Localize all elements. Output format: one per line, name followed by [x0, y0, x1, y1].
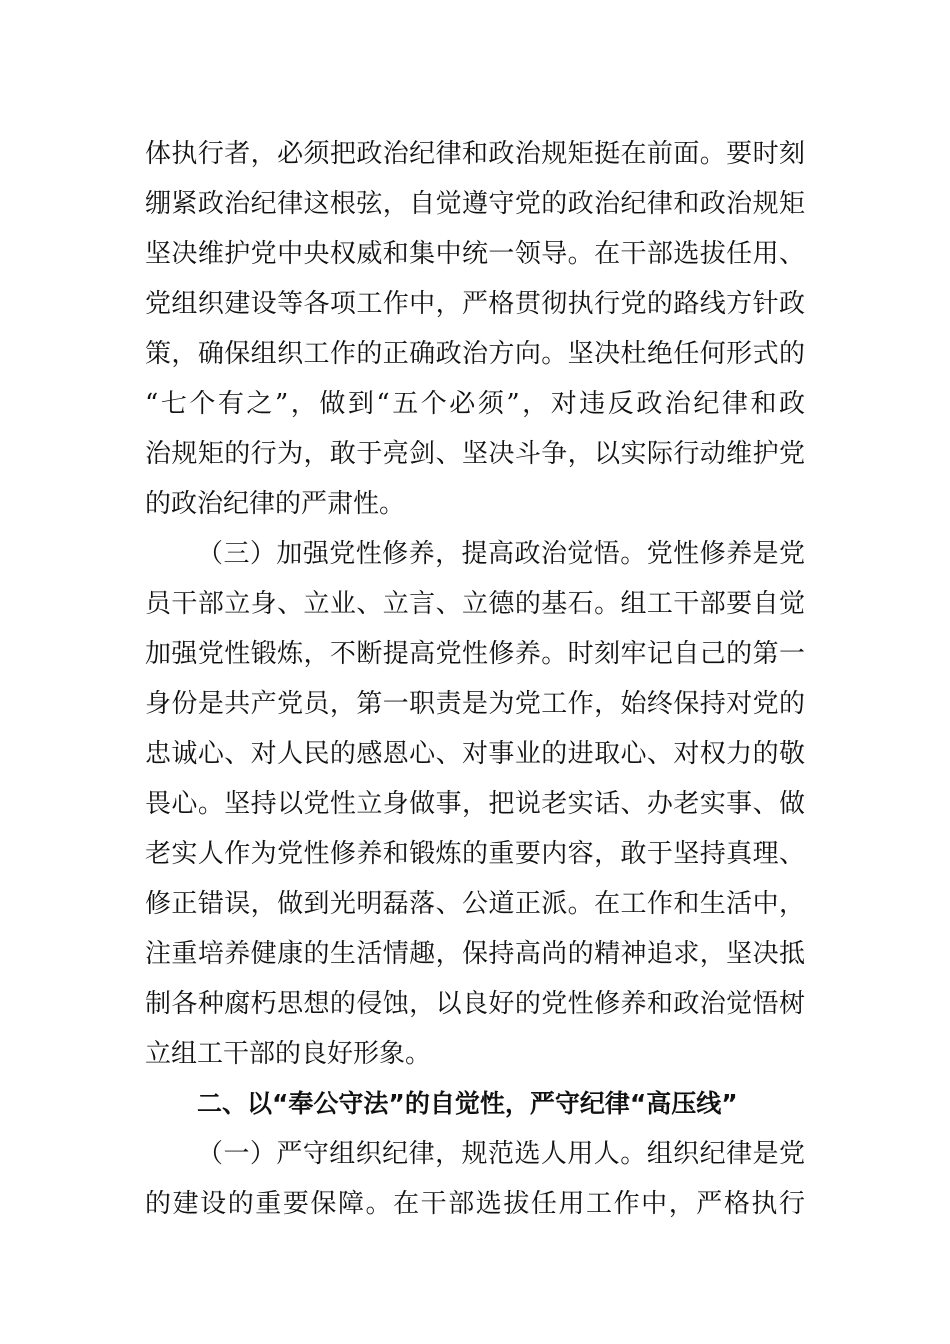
text-line: （一）严守组织纪律，规范选人用人。组织纪律是党	[197, 1139, 805, 1169]
text-line: 治规矩的行为，敢于亮剑、坚决斗争，以实际行动维护党	[145, 439, 805, 469]
text-line: 身份是共产党员，第一职责是为党工作，始终保持对党的	[145, 689, 805, 719]
text-line: 畏心。坚持以党性立身做事，把说老实话、办老实事、做	[145, 789, 805, 819]
text-line: 修正错误，做到光明磊落、公道正派。在工作和生活中，	[145, 889, 805, 919]
text-line: 的建设的重要保障。在干部选拔任用工作中，严格执行	[145, 1189, 805, 1219]
text-line: 注重培养健康的生活情趣，保持高尚的精神追求，坚决抵	[145, 939, 805, 969]
text-line: 坚决维护党中央权威和集中统一领导。在干部选拔任用、	[145, 239, 805, 269]
text-line: 老实人作为党性修养和锻炼的重要内容，敢于坚持真理、	[145, 839, 805, 869]
text-line: 策，确保组织工作的正确政治方向。坚决杜绝任何形式的	[145, 339, 805, 369]
text-line: 加强党性锻炼，不断提高党性修养。时刻牢记自己的第一	[145, 639, 805, 669]
text-line: 的政治纪律的严肃性。	[145, 489, 406, 519]
text-line: “七个有之”，做到“五个必须”，对违反政治纪律和政	[145, 389, 805, 419]
text-line: 立组工干部的良好形象。	[145, 1039, 432, 1069]
text-line: 忠诚心、对人民的感恩心、对事业的进取心、对权力的敬	[145, 739, 805, 769]
text-line: 制各种腐朽思想的侵蚀，以良好的党性修养和政治觉悟树	[145, 989, 805, 1019]
text-line: 绷紧政治纪律这根弦，自觉遵守党的政治纪律和政治规矩	[145, 189, 805, 219]
text-line: （三）加强党性修养，提高政治觉悟。党性修养是党	[197, 539, 805, 569]
text-line: 员干部立身、立业、立言、立德的基石。组工干部要自觉	[145, 589, 805, 619]
text-line: 党组织建设等各项工作中，严格贯彻执行党的路线方针政	[145, 289, 805, 319]
section-heading: 二、以“奉公守法”的自觉性，严守纪律“高压线”	[197, 1089, 738, 1118]
text-line: 体执行者，必须把政治纪律和政治规矩挺在前面。要时刻	[145, 139, 805, 169]
